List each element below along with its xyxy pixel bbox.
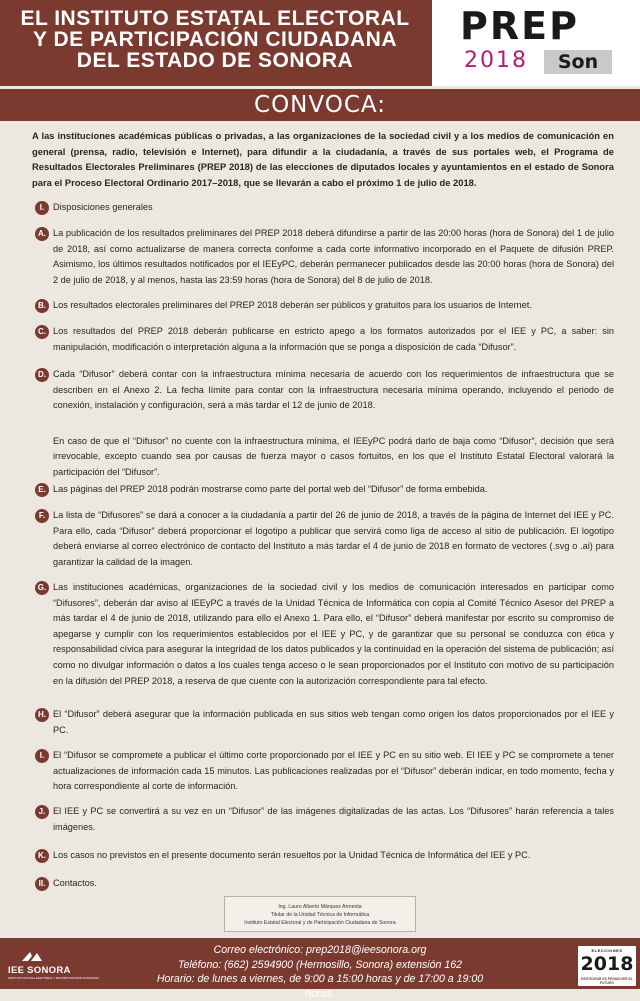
section-badge: D.: [35, 368, 49, 382]
section-text: [53, 298, 614, 314]
title-line: EL INSTITUTO ESTATAL ELECTORAL: [20, 7, 410, 30]
section-badge: I.: [35, 201, 49, 215]
title-line: DEL ESTADO DE SONORA: [76, 49, 354, 72]
prep-logo: [432, 0, 640, 86]
iee-logo-subtitle: INSTITUTO ESTATAL ELECTORAL Y DE PARTICIPACIÓN CIUDADANA: [8, 976, 99, 980]
section-badge: G.: [35, 581, 49, 595]
header-band: [0, 0, 640, 86]
section-badge: J.: [35, 805, 49, 819]
convoca-heading: CONVOCA:: [0, 89, 640, 121]
contact-email: Correo electrónico: prep2018@ieesonora.org: [213, 944, 427, 956]
section-badge: I.: [35, 749, 49, 763]
section-text: [53, 200, 614, 216]
section-paragraph: En caso de que el “Difusor” no cuente con la infraestructura mínima, el IEEyPC podrá darlo de baja como “Difusor”, decisión que será irrevocable, excepto cuando sea por causas de fuerza mayor o casos fortuitos, en los que el Instituto Estatal Electoral valorará la participación del “Difusor”.: [53, 435, 614, 477]
signature-name: Ing. Lauro Alberto Márquez Armenta: [278, 904, 362, 910]
section-item: [32, 298, 614, 314]
section-paragraph: Las páginas del PREP 2018 podrán mostrarse como parte del portal web del “Difusor” de forma embebida.: [53, 484, 488, 494]
section-paragraph: Disposiciones generales: [53, 202, 153, 212]
section-paragraph: Los resultados del PREP 2018 deberán publicarse en estricto apego a los formatos autorizados por el IEE y PC, a saber: sin manipulación, modificación o interpretación alguna a la información que se ponga a disposición de cada “Difusor”.: [53, 326, 614, 352]
section-text: [53, 707, 614, 738]
iee-sonora-logo: [8, 950, 99, 984]
section-badge: C.: [35, 325, 49, 339]
section-badge: A.: [35, 227, 49, 241]
section-item: [32, 200, 614, 216]
section-text: [53, 876, 614, 892]
section-paragraph: El “Difusor” deberá asegurar que la información publicada en sus sitios web tengan como origen los datos proporcionados por el IEE y PC.: [53, 709, 614, 735]
section-item: [32, 580, 614, 689]
elec-logo-year: 2018: [580, 953, 634, 975]
signature-institution: Instituto Estatal Electoral y de Participación Ciudadana de Sonora: [244, 920, 396, 926]
section-paragraph: Contactos.: [53, 878, 97, 888]
prep-logo-year: 2018: [464, 48, 528, 73]
section-paragraph: La lista de “Difusores” se dará a conocer a la ciudadanía a partir del 26 de junio de 2018, a través de la página de Internet del IEE y PC. Para ello, cada “Difusor” deberá proporcionar el logotipo a publicar que servirá como liga de acceso al sitio de publicación. El logotipo deberá enviarse al correo electrónico de contacto del Instituto a más tardar el 4 de junio de 2018 en formato de vectores (.svg o .ai) para garantizar la calidad de la imagen.: [53, 510, 614, 567]
section-item: [32, 804, 614, 835]
section-text: [53, 226, 614, 288]
section-badge: K.: [35, 849, 49, 863]
section-text: [53, 848, 614, 864]
section-paragraph: Cada “Difusor” deberá contar con la infraestructura mínima necesaria de acuerdo con los requerimientos de infraestructura que se describen en el Anexo 2. La fecha límite para contar con la infraestructura necesaria mínima operando, incluyendo el periodo de conexión, instalación y configuración, será a más tardar el 12 de junio de 2018.: [53, 369, 614, 411]
iee-logo-text: IEE SONORA: [8, 965, 71, 976]
section-badge: II.: [35, 877, 49, 891]
footer-band: [0, 938, 640, 1000]
contact-info: [150, 943, 490, 1001]
intro-paragraph: A las instituciones académicas públicas o privadas, a las organizaciones de la sociedad civil y a los medios de comunicación en general (prensa, radio, televisión e Internet), para difundir a la ciudadanía, a través de sus portales web, el Programa de Resultados Electorales Preliminares (PREP 2018) de las elecciones de diputados locales y ayuntamientos en el estado de Sonora para el Proceso Electoral Ordinario 2017–2018, que se llevarán a cabo el próximo 1 de julio de 2018.: [32, 130, 614, 188]
elec-logo-top: ELECCIONES: [591, 948, 623, 953]
section-item: [32, 848, 614, 864]
prep-logo-word: PREP: [460, 4, 579, 48]
institute-title: [0, 8, 430, 71]
contact-hours: Horario: de lunes a viernes, de 9:00 a 15:00 horas y de 17:00 a 19:00 horas.: [156, 973, 484, 1000]
section-paragraph: Las instituciones académicas, organizaciones de la sociedad civil y los medios de comunicación interesados en participar como “Difusores”, deberán dar aviso al IEEyPC a través de la Unidad Técnica de Informática con copia al Comité Técnico Asesor del PREP a más tardar el 4 de junio de 2018, utilizando para ello el Anexo 1. Para ello, el “Difusor” deberá manifestar por escrito su compromiso de apegarse y cumplir con los requerimientos establecidos por el IEE y PC, y de garantizar que su personal se conduzca con ética y responsabilidad cívica para asegurar la integridad de los datos publicados y la continuidad en la operación del sistema de publicación; así como no divulgar información o datos a los cuales tenga acceso o le sean proporcionados por el Instituto con motivo de su participación en la difusión del PREP 2018, a reserva de que cuente con la autorización correspondiente para tal efecto.: [53, 582, 614, 686]
section-paragraph: El “Difusor se compromete a publicar el último corte proporcionado por el IEE y PC en su sitio web. El IEE y PC se compromete a tener actualizaciones de información cada 15 minutos. Las publicaciones realizadas por el “Difusor” deberán indicar, en todo momento, fecha y hora correspondiente al corte de información.: [53, 750, 614, 792]
section-item: [32, 226, 614, 288]
section-text: [53, 580, 614, 689]
section-text: [53, 804, 614, 835]
elec-logo-subtitle: PARTICIPAR ES PROMOVER EL FUTURO: [581, 977, 633, 985]
elecciones-2018-logo: [578, 946, 636, 986]
section-paragraph: Los resultados electorales preliminares del PREP 2018 deberán ser públicos y gratuitos para los usuarios de Internet.: [53, 300, 532, 310]
section-text: [53, 482, 614, 498]
section-paragraph: Los casos no previstos en el presente documento serán resueltos por la Unidad Técnica de Informática del IEE y PC.: [53, 850, 531, 860]
section-item: [32, 707, 614, 738]
section-text: [53, 508, 614, 570]
section-badge: B.: [35, 299, 49, 313]
section-item: [32, 324, 614, 355]
section-paragraph: El IEE y PC se convertirá a su vez en un “Difusor” de las imágenes digitalizadas de las actas. Los “Difusores” harán referencia a tales imágenes.: [53, 806, 614, 832]
signature-box: [224, 896, 416, 932]
contact-phone: Teléfono: (662) 2594900 (Hermosillo, Sonora) extensión 162: [177, 958, 463, 971]
section-item: [32, 367, 614, 481]
section-item: [32, 748, 614, 795]
prep-logo-state: Son: [544, 50, 612, 74]
section-badge: H.: [35, 708, 49, 722]
section-paragraph: La publicación de los resultados preliminares del PREP 2018 deberá difundirse a partir de las 20:00 horas (hora de Sonora) del 1 de julio de 2018, así como actualizarse de manera correcta conforme a cada corte informativo incorporado en el Paquete de difusión PREP. Asimismo, los últimos resultados notificados por el IEEyPC, deberán permanecer publicados desde las 20:00 horas (hora de Sonora) del 2 de julio de 2018, y al menos, hasta las 23:59 horas (hora de Sonora) del 8 de julio de 2018.: [53, 228, 614, 285]
section-item: [32, 876, 614, 892]
section-text: [53, 748, 614, 795]
signature-role: Titular de la Unidad Técnica de Informática: [270, 912, 370, 918]
title-line: Y DE PARTICIPACIÓN CIUDADANA: [32, 28, 398, 51]
section-badge: E.: [35, 483, 49, 497]
section-text: [53, 324, 614, 355]
section-item: [32, 482, 614, 498]
iee-mark-icon: [20, 950, 44, 962]
section-badge: F.: [35, 509, 49, 523]
section-item: [32, 508, 614, 570]
section-text: [53, 367, 614, 481]
